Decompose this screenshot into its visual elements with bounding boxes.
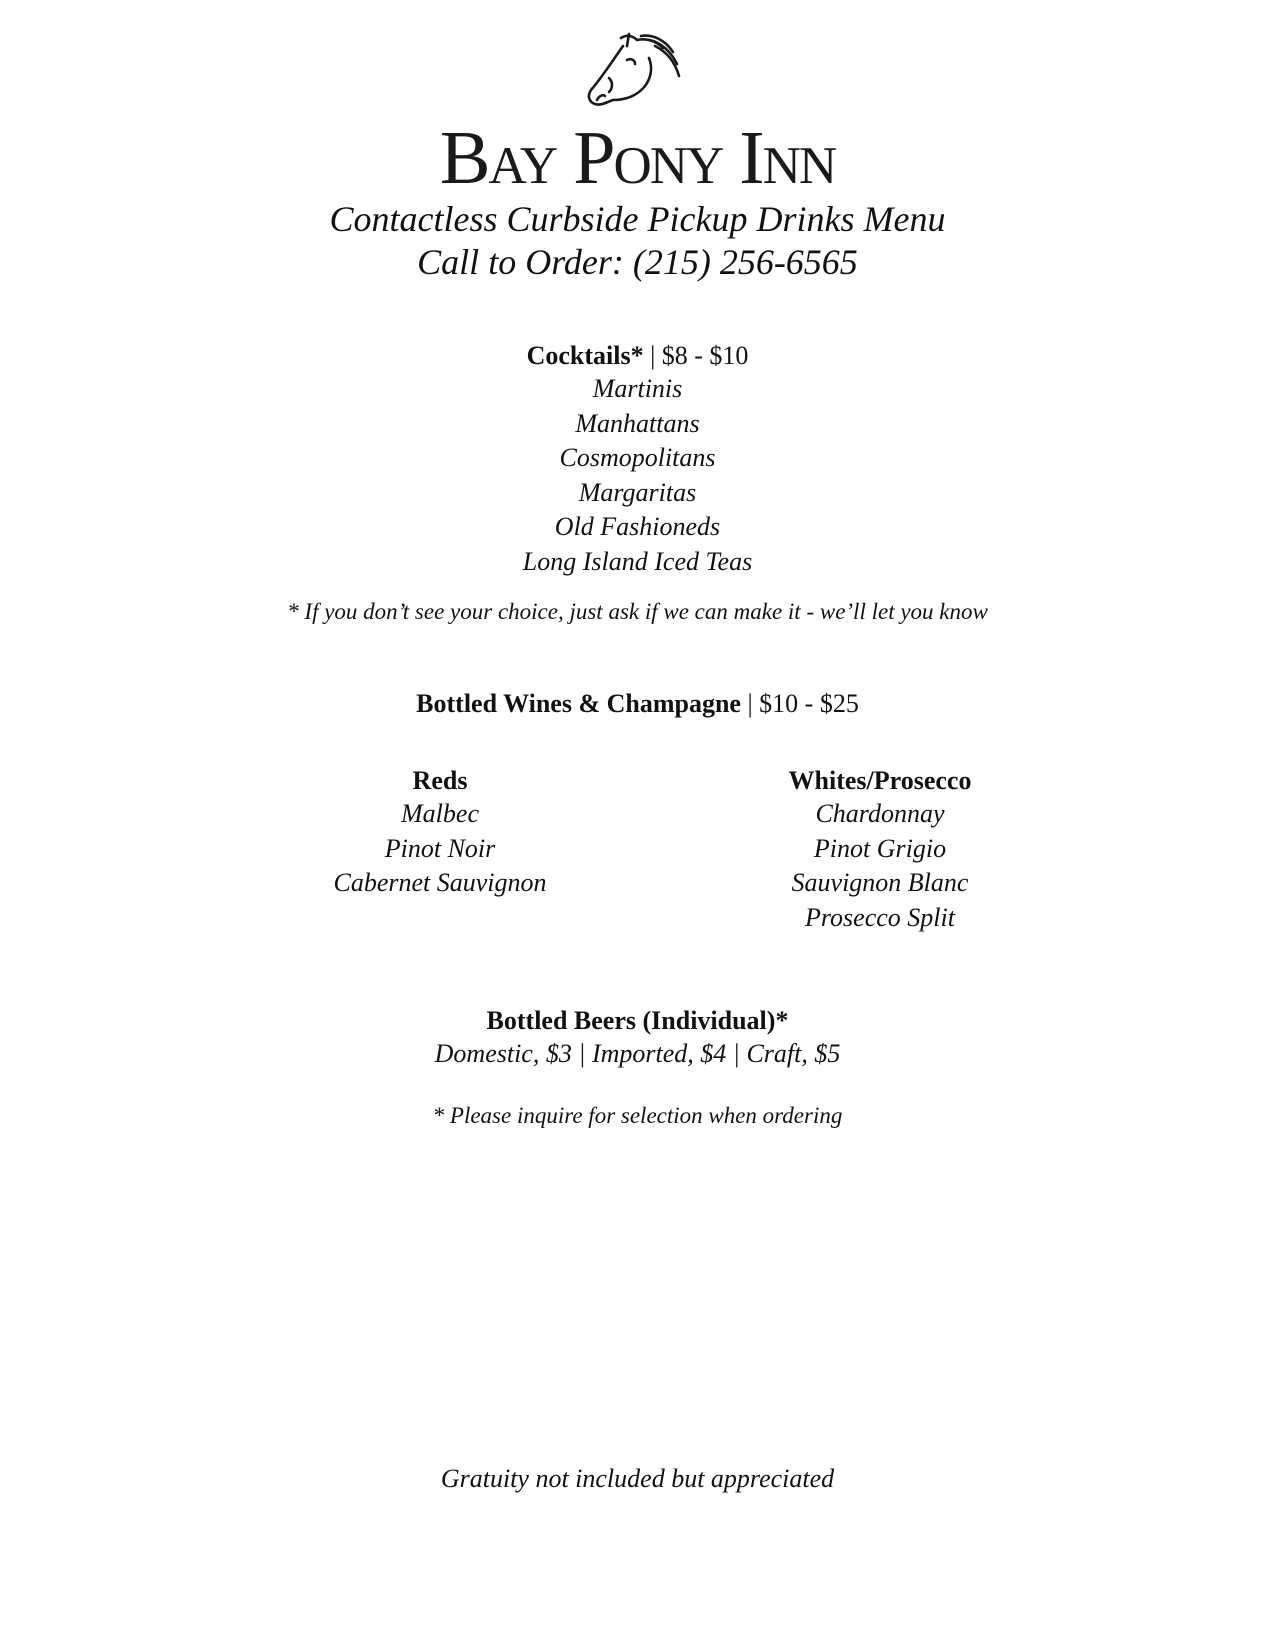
list-item: Cosmopolitans xyxy=(559,443,716,472)
list-item: Malbec xyxy=(401,799,479,828)
menu-title: Contactless Curbside Pickup Drinks Menu xyxy=(329,199,946,239)
list-item: Sauvignon Blanc xyxy=(791,868,969,897)
list-item: Old Fashioneds xyxy=(554,512,721,541)
list-item: Cabernet Sauvignon xyxy=(333,868,547,897)
cocktails-note: * If you don’t see your choice, just ask if we can make it - we’ll let you know xyxy=(287,599,988,624)
list-item: Pinot Grigio xyxy=(813,833,947,863)
beers-prices: Domestic, $3 | Imported, $4 | Craft, $5 xyxy=(434,1039,841,1068)
beers-note: * Please inquire for selection when ordering xyxy=(432,1103,843,1128)
cocktails-list xyxy=(0,372,1275,579)
whites-column xyxy=(720,765,1040,935)
cocktails-price: | $8 - $10 xyxy=(650,341,749,370)
reds-column xyxy=(290,765,590,901)
wines-price: | $10 - $25 xyxy=(747,689,859,718)
cocktails-heading: Cocktails* xyxy=(526,341,644,370)
list-item: Long Island Iced Teas xyxy=(522,546,753,576)
whites-heading: Whites/Prosecco xyxy=(788,766,972,795)
wines-heading-line xyxy=(0,688,1275,720)
list-item: Manhattans xyxy=(575,408,700,438)
list-item: Pinot Noir xyxy=(384,833,496,863)
whites-list xyxy=(720,797,1040,935)
wines-heading: Bottled Wines & Champagne xyxy=(416,689,741,718)
list-item: Margaritas xyxy=(578,477,697,507)
gratuity-note: Gratuity not included but appreciated xyxy=(440,1464,835,1493)
list-item: Prosecco Split xyxy=(805,902,955,932)
reds-heading: Reds xyxy=(412,766,468,795)
horse-head-icon xyxy=(583,30,713,120)
reds-list xyxy=(290,797,590,901)
phone-line: Call to Order: (215) 256-6565 xyxy=(417,242,858,282)
cocktails-heading-line xyxy=(0,340,1275,372)
list-item: Chardonnay xyxy=(815,799,945,828)
beers-heading: Bottled Beers (Individual)* xyxy=(486,1006,789,1035)
list-item: Martinis xyxy=(592,374,683,403)
brand-name: Bay Pony Inn xyxy=(439,116,836,200)
